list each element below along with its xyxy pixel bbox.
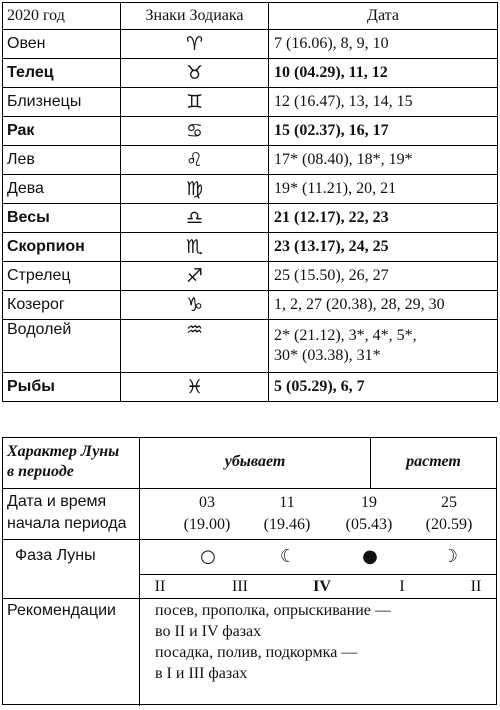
zodiac-name: Рыбы [3, 373, 121, 402]
zodiac-dates-line-2: 30* (03.38), 31* [274, 347, 381, 364]
zodiac-dates: 10 (04.29), 11, 12 [269, 59, 498, 88]
zodiac-dates: 25 (15.50), 26, 27 [269, 262, 498, 291]
zodiac-sign-icon: ♌ [121, 146, 269, 175]
zodiac-name: Водолей [3, 320, 121, 373]
zodiac-row [3, 59, 498, 88]
lunar-table [2, 437, 497, 705]
header-year: 2020 год [3, 3, 121, 30]
phase-label: Фаза Луны [15, 547, 96, 564]
zodiac-sign-icon: ♍ [121, 175, 269, 204]
zodiac-dates: 17* (08.40), 18*, 19* [269, 146, 498, 175]
zodiac-dates: 12 (16.47), 13, 14, 15 [269, 88, 498, 117]
zodiac-name: Стрелец [3, 262, 121, 291]
recommendations-label: Рекомендации [7, 602, 116, 619]
period-day-4: 25 [441, 494, 457, 511]
lunar-title: Характер Луны в периоде [7, 443, 120, 480]
zodiac-dates: 19* (11.21), 20, 21 [269, 175, 498, 204]
zodiac-dates: 7 (16.06), 8, 9, 10 [269, 30, 498, 59]
zodiac-sign-icon: ♎ [121, 204, 269, 233]
period-day-1: 03 [199, 494, 215, 511]
period-time-1: (19.00) [183, 516, 231, 533]
zodiac-table [2, 2, 498, 402]
zodiac-sign-icon: ♒ [121, 320, 269, 373]
zodiac-name: Скорпион [3, 233, 121, 262]
zodiac-dates: 15 (02.37), 16, 17 [269, 117, 498, 146]
zodiac-row [3, 233, 498, 262]
zodiac-sign-icon: ♉ [121, 59, 269, 88]
zodiac-row [3, 373, 498, 402]
zodiac-row [3, 204, 498, 233]
zodiac-dates: 5 (05.29), 6, 7 [269, 373, 498, 402]
zodiac-name: Лев [3, 146, 121, 175]
zodiac-row [3, 146, 498, 175]
zodiac-header-row [3, 3, 498, 30]
zodiac-dates-line-1: 2* (21.12), 3*, 4*, 5*, [274, 327, 417, 344]
zodiac-name: Козерог [3, 291, 121, 320]
period-time-4: (20.59) [425, 516, 473, 533]
zodiac-name: Весы [3, 204, 121, 233]
period-time-3: (05.43) [345, 516, 393, 533]
zodiac-sign-icon: ♐ [121, 262, 269, 291]
quarter-4: I [399, 578, 405, 595]
waxing-label: растет [406, 453, 461, 470]
period-time-2: (19.46) [263, 516, 311, 533]
zodiac-dates: 23 (13.17), 24, 25 [269, 233, 498, 262]
recommendations-text [155, 600, 493, 684]
quarter-1: II [154, 578, 166, 595]
crescent-right-icon: ☽ [441, 546, 459, 567]
zodiac-dates [269, 320, 498, 373]
period-day-2: 11 [279, 494, 295, 511]
date-label: Дата и время начала периода [7, 493, 127, 532]
waning-label: убывает [224, 453, 286, 470]
zodiac-sign-icon: ♋ [121, 117, 269, 146]
recommendation-line-1: посев, прополка, опрыскивание — [155, 602, 391, 619]
zodiac-row [3, 320, 498, 373]
quarter-5: II [470, 578, 482, 595]
zodiac-row [3, 262, 498, 291]
period-day-3: 19 [361, 494, 377, 511]
zodiac-name: Овен [3, 30, 121, 59]
zodiac-row [3, 117, 498, 146]
zodiac-name: Телец [3, 59, 121, 88]
header-signs: Знаки Зодиака [121, 3, 269, 30]
zodiac-sign-icon: ♏ [121, 233, 269, 262]
zodiac-dates: 21 (12.17), 22, 23 [269, 204, 498, 233]
recommendation-line-4: в I и III фазах [155, 665, 248, 682]
zodiac-row [3, 30, 498, 59]
label-column-divider [139, 438, 140, 706]
new-moon-filled-icon: ● [362, 546, 378, 567]
zodiac-row [3, 175, 498, 204]
quarter-2: III [232, 578, 248, 595]
recommendation-line-2: во II и IV фазах [155, 623, 262, 640]
quarter-3: IV [313, 578, 331, 595]
zodiac-name: Близнецы [3, 88, 121, 117]
recommendation-line-3: посадка, полив, подкормка — [155, 644, 358, 661]
full-moon-outline-icon: ○ [200, 546, 216, 567]
zodiac-sign-icon: ♓ [121, 373, 269, 402]
zodiac-row [3, 88, 498, 117]
zodiac-name: Рак [3, 117, 121, 146]
zodiac-row [3, 291, 498, 320]
header-date: Дата [269, 3, 498, 30]
zodiac-sign-icon: ♈ [121, 30, 269, 59]
zodiac-sign-icon: ♊ [121, 88, 269, 117]
crescent-left-icon: ☾ [279, 546, 297, 567]
zodiac-dates: 1, 2, 27 (20.38), 28, 29, 30 [269, 291, 498, 320]
zodiac-name: Дева [3, 175, 121, 204]
zodiac-sign-icon: ♑ [121, 291, 269, 320]
